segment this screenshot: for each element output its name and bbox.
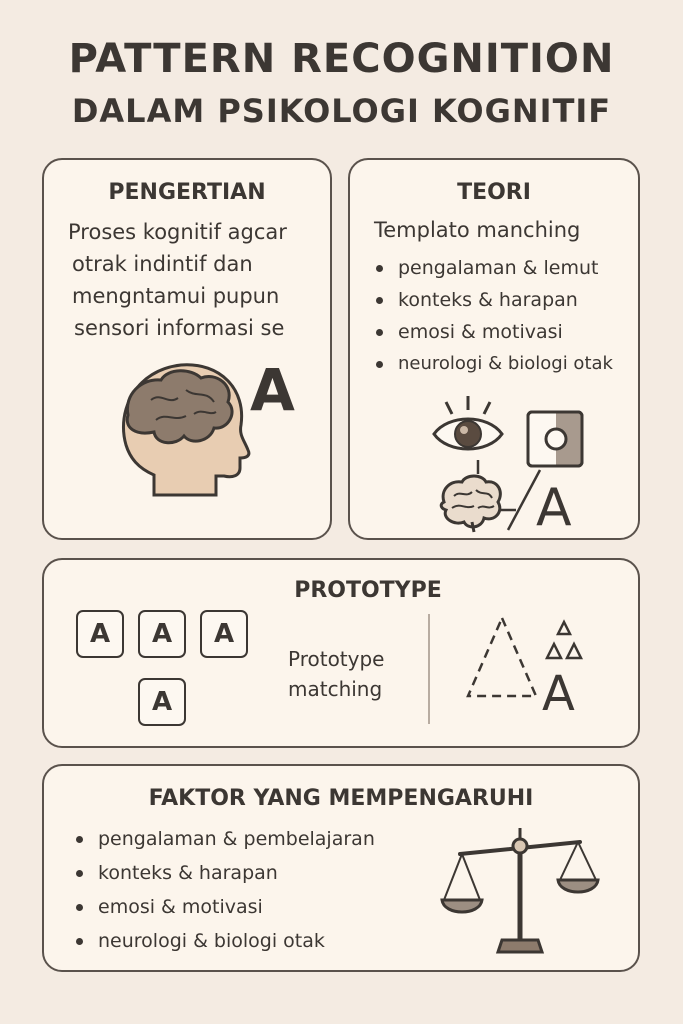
list-item: emosi & motivasi (72, 890, 432, 924)
prototype-label-line: Prototype (288, 647, 385, 671)
dashed-triangle-icon (462, 614, 542, 704)
brain-icon (436, 472, 506, 534)
card-faktor (42, 764, 640, 972)
balance-scale-icon (440, 824, 600, 954)
teori-title: TEORI (457, 180, 531, 205)
prototype-letter-box: A (138, 678, 186, 726)
pengertian-line: mengntamui pupun (72, 284, 280, 308)
prototype-divider (428, 614, 430, 724)
faktor-list (72, 822, 432, 958)
page-subtitle: DALAM PSIKOLOGI KOGNITIF (71, 92, 612, 130)
pengertian-text (64, 216, 324, 344)
card-teori (348, 158, 640, 540)
prototype-letter-box: A (138, 610, 186, 658)
pengertian-line: sensori informasi se (74, 316, 285, 340)
prototype-title: PROTOTYPE (294, 578, 442, 603)
card-pengertian (42, 158, 332, 540)
pengertian-title: PENGERTIAN (108, 180, 266, 205)
card-prototype (42, 558, 640, 748)
teori-subtitle: Templato manching (374, 218, 581, 242)
small-triangles-icon (540, 620, 590, 670)
pengertian-line: otrak indintif dan (72, 252, 253, 276)
list-item: pengalaman & pembelajaran (72, 822, 432, 856)
prototype-letter-box: A (200, 610, 248, 658)
head-brain-icon (106, 350, 256, 500)
prototype-letter: A (542, 666, 575, 722)
page-title: PATTERN RECOGNITION (68, 36, 615, 82)
pengertian-letter: A (250, 356, 295, 424)
eye-icon (428, 392, 508, 462)
prototype-letter-box: A (76, 610, 124, 658)
faktor-title: FAKTOR YANG MEMPENGARUHI (148, 786, 534, 811)
list-item: konteks & harapan (72, 856, 432, 890)
list-item: pengalaman & lemut (372, 252, 640, 284)
list-item: neurologi & biologi otak (72, 924, 432, 958)
teori-letter: A (536, 478, 572, 538)
prototype-label-line: matching (288, 677, 383, 701)
pengertian-line: Proses kognitif agcar (68, 220, 287, 244)
list-item: neurologi & biologi otak (372, 348, 640, 380)
list-item: konteks & harapan (372, 284, 640, 316)
teori-list (372, 252, 640, 380)
list-item: emosi & motivasi (372, 316, 640, 348)
prototype-label (288, 644, 384, 704)
